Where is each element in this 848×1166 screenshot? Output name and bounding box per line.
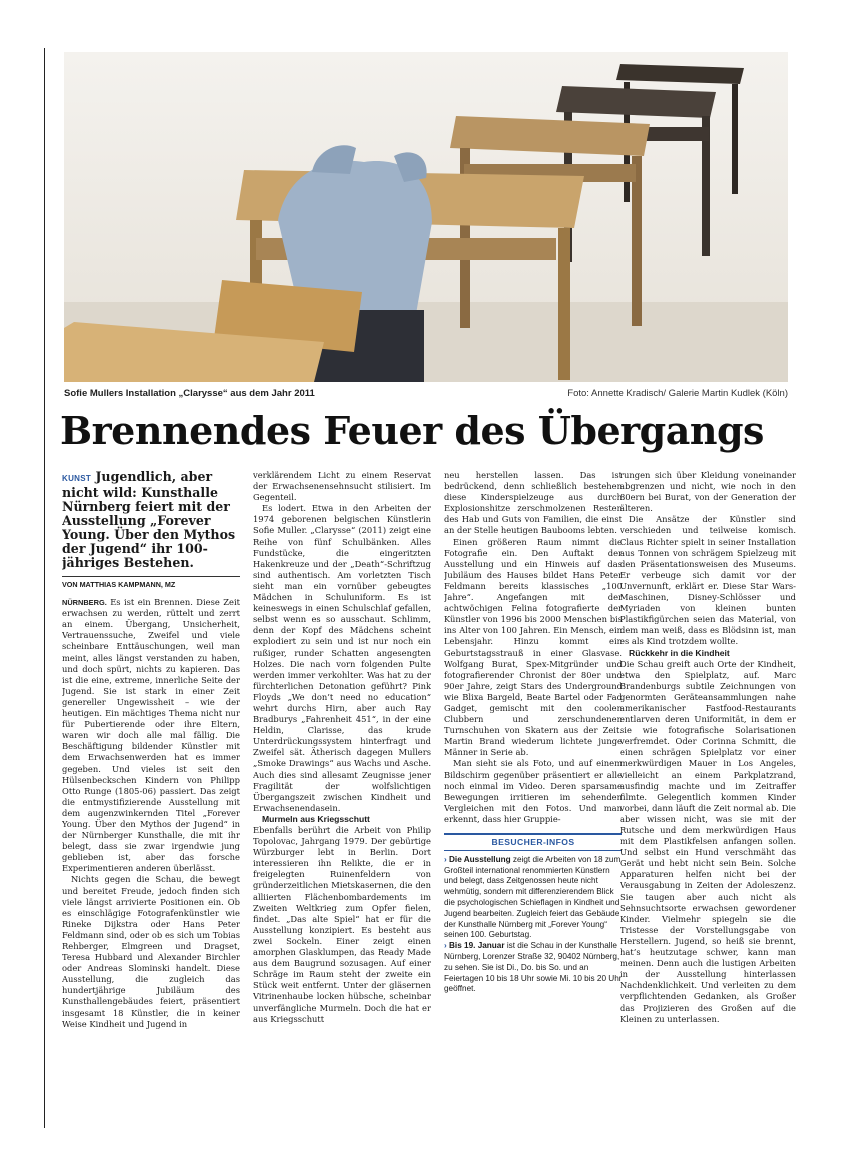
- arrow-right-icon: ›: [444, 854, 447, 864]
- subheading: Rückkehr in die Kindheit: [629, 647, 730, 658]
- body-paragraph: Nichts gegen die Schau, die bewegt und bereitet Freude, jedoch finden sich viele längst arrivierte Positionen ein. Ob es einschlägige Fotografenkünstler wie Rineke Dijkstra oder Hans Peter Feldmann sind, oder ob es sich um Tobias Rehberger, Elmgreen und Dragset, Teresa Hubbard und Alexander Birchler oder Andreas Slominski handelt. Diese Ausstellung, die zugleich das hundertjährige Jubiläum des Kunsthallengebäudes feiert, präsentiert insgesamt 18 Künstler, die in keiner Weise Kindheit und Jugend in: [62, 874, 240, 1029]
- article-column-4: [620, 470, 796, 1130]
- lead-text: Jugendlich, aber nicht wild: Kunsthalle Nürnberg feiert mit der Ausstellung „Forever Young. Über den Mythos der Jugend“ ihr 100-jähriges Bestehen.: [62, 470, 236, 570]
- body-paragraph: neu herstellen lassen. Das ist bedrückend, denn schließlich bestehen diese Kinderspielzeuge aus durch Explosionshitze zerschmolzenen Resten des Hab und Guts von Familien, die einst an der Stelle heutigen Baubooms lebten.: [444, 470, 622, 536]
- arrow-right-icon: ›: [444, 941, 447, 951]
- photo-credit: Foto: Annette Kradisch/ Galerie Martin Kudlek (Köln): [567, 388, 788, 399]
- lead-paragraph: [62, 470, 240, 570]
- photo-caption: Sofie Mullers Installation „Clarysse“ aus dem Jahr 2011: [64, 388, 315, 399]
- body-paragraph: Ebenfalls berührt die Arbeit von Philip Topolovac, Jahrgang 1979. Der gebürtige Würzburger lebt in Berlin. Dort interessieren ihn Relikte, die er in freigelegten Ruinenfeldern von gründerzeitlichen Mietskasernen, die den alliierten Flächenbombardements im Zweiten Weltkrieg zum Opfer fielen, findet. „Das alte Spiel“ hat er für die Ausstellung konzipiert. Es besteht aus zwei Sockeln. Einer zeigt einen amorphen Glasklumpen, das Ready Made aus dem Baugrund sozusagen. Auf einer Schräge im Raum steht der zweite ein Stück weit entfernt. Unter der gläsernen Vitrinenhaube locken hübsche, scheinbar unverfängliche Murmeln. Doch die hat er aus Kriegsschutt: [253, 825, 431, 1024]
- info-box-title: BESUCHER-INFOS: [444, 833, 622, 851]
- body-paragraph: Einen größeren Raum nimmt die Fotografie ein. Den Auftakt der Ausstellung und ein Hinweis auf das Jubiläum des Hauses bildet Hans Peter Feldmann bereits klassisches „100 Jahre“. Angefangen mit der achtwöchigen Felina fotografierte der Künstler von 1996 bis 2000 Menschen bis ins Alter von 100 Jahren. Ein Mensch, ein Lebensjahr. Hinzu kommt ein Geburtstagsstrauß in einer Glasvase. Wolfgang Burat, Spex-Mitgründer und fotografierender Chronist der 80er und 90er Jahre, zeigt Stars des Underground wie Blixa Bargeld, Beate Bartel oder Fad Gadget, gemischt mit den coolen Clubbern und zerschundenen Turnschuhen von Skatern aus der Zeit. Martin Brand wiederum lichtete junge Männer in Serie ab.: [444, 536, 622, 758]
- info-item: › Bis 19. Januar ist die Schau in der Kunsthalle Nürnberg, Lorenzer Straße 32, 90402 Nürnberg, zu sehen. Sie ist Di., Do. bis So. und an Feiertagen 10 bis 18 Uhr sowie Mi. 10 bis 20 Uhr geöffnet.: [444, 941, 622, 994]
- author-line: VON MATTHIAS KAMPMANN, MZ: [62, 576, 240, 590]
- info-item: › Die Ausstellung zeigt die Arbeiten von 18 zum Großteil international renommierten Künstlern und belegt, dass Zeitgenossen heute nicht wehmütig, sondern mit differenzierendem Blick die psychologischen Schieflagen in Kindheit und Jugend bearbeiten. Zugleich feiert das Gebäude der Kunsthalle Nürnberg mit „Forever Young“ seinen 100. Geburtstag.: [444, 854, 621, 940]
- article-column-3: [444, 470, 622, 1130]
- body-paragraph: NÜRNBERG. Es ist ein Brennen. Diese Zeit erwachsen zu werden, rüttelt und zerrt an einem. Übergang, Unsicherheit, Vertrauenssuche, Zweifel und viele scheinbare Enttäuschungen, weil man meint, alles längst verstanden zu haben, und doch spürt, nichts zu kapieren. Das ist die eine, extreme, innerliche Seite der Jugend. Sie ist stark in einer Zeit genereller Ungewissheit – wie der heutigen. Ein mächtiges Thema nicht nur für Pubertierende oder ihre Eltern, waren wir doch alle mal fällig. Die Beschäftigung bildender Künstler mit dem Erwachsenwerden hat es immer gegeben. Und vieles ist seit den Hülsenbeckschen Kindern von Philipp Otto Runge (1805-06) passiert. Das zeigt die entmystifizierende Ausstellung mit dem augenzwinkernden Titel „Forever Young. Über den Mythos der Jugend“ in der Nürnberger Kunsthalle, die mit ihr belegt, dass sie zwar irgendwie jung geblieben ist, aber das forsche Experimentieren anderen überlässt.: [62, 597, 240, 874]
- body-paragraph: Die Ansätze der Künstler sind verschieden und teilweise komisch. Claus Richter spielt in seiner Installation aus Tonnen von schrägem Spielzeug mit den Präsentationsweisen des Museums. Er verbeuge sich damit vor der Unvernunft, erklärt er. Diese Star Wars-Maschinen, Disney-Schlösser und Myriaden von kleinen bunten Plastikfigürchen seien das Material, von dem man weiß, dass es Blödsinn ist, man es als Kind trotzdem wollte.: [620, 514, 796, 647]
- body-paragraph: rungen sich über Kleidung voneinander abgrenzen und nicht, wie noch in den 80ern bei Burat, von der Generation der älteren.: [620, 470, 796, 514]
- article-column-1: [62, 470, 240, 1130]
- subheading: Murmeln aus Kriegsschutt: [262, 813, 370, 824]
- body-paragraph: verklärendem Licht zu einem Reservat der Erwachsenensehnsucht stilisiert. Im Gegenteil.: [253, 470, 431, 503]
- photo-illustration: [64, 52, 788, 382]
- body-paragraph: Es lodert. Etwa in den Arbeiten der 1974 geborenen belgischen Künstlerin Sofie Muller. „Clarysse“ (2011) zeigt eine Reihe von fünf Schulbänken. Alles Fundstücke, die eingeritzten Hakenkreuze und der „Death“-Schriftzug sind authentisch. Am vorletzten Tisch sieht man ein vornüber gebeugtes Mädchen in Schuluniform. Es ist keineswegs in einen Schulschlaf gefallen, selbst wenn es so ausschaut. Schlimm, denn der Kopf des Mädchens scheint explodiert zu sein und ist nur noch ein rußiger, runder Schatten angesengten Holzes. Die nach vorn folgenden Pulte werden immer verkohlter. Was hat zu der fürchterlichen Detonation geführt? Pink Floyds „We don’t need no education“ wehrt durchs Hirn, aber auch Ray Bradburys „Fahrenheit 451“, in der eine Heldin, Clarisse, das krude Unterdrückungssystem hinterfragt und Zweifel sät. Ätherisch dagegen Mullers „Smoke Drawings“ aus Wachs und Asche. Auch dies sind allesamt Zeugnisse jener Fragilität der wolfslichtigen Übergangszeit zwischen Kindheit und Erwachsenendasein.: [253, 503, 431, 813]
- visitor-info-box: [444, 833, 622, 995]
- column-rule: [44, 48, 45, 1128]
- dateline: NÜRNBERG.: [62, 598, 107, 608]
- installation-photo: [64, 52, 788, 382]
- article-column-2: [253, 470, 431, 1130]
- body-paragraph: Die Schau greift auch Orte der Kindheit, etwa den Spielplatz, auf. Marc Brandenburgs subtile Zeichnungen von genormten Geräteansammlungen nahe amerikanischer Fastfood-Restaurants entlarven deren Uniformität, in dem er sie wie fotografische Solarisationen verfremdet. Oder Corinna Schmitt, die einen schrägen Spielplatz vor einer merkwürdigen Mauer in Los Angeles, vielleicht an einem Parkplatzrand, ausfindig machte und im Zeitraffer filmte. Gelegentlich kommen Kinder vorbei, dann läuft die Zeit normal ab. Die aber wissen nicht, was sie mit der Rutsche und dem merkwürdigen Haus mit dem Plastikfelsen anfangen sollen. Und selbst ein Hund verschmäht das Gerät und hebt nicht sein Bein. Solche Apparaturen helfen nicht bei der Verausgabung in Zeiten der Adoleszenz. Sie taugen aber auch nicht als Sehnsuchtsorte erwachsen gewordener Kinder. Vielmehr spiegeln sie die Tristesse der Vorstellungsgabe von Herstellern. Jugend, so heiß sie brennt, hat’s heutzutage schwer, kann man meinen. Denn auch die lustigen Arbeiten in der Ausstellung hinterlassen Nachdenklichkeit. Und verleiten zu dem verpflichtenden Gedanken, als Großer das Projizieren des Großen auf die Kleinen zu unterlassen.: [620, 658, 796, 1024]
- headline: Brennendes Feuer des Übergangs: [60, 408, 764, 453]
- kicker: KUNST: [62, 474, 92, 483]
- body-paragraph: Man sieht sie als Foto, und auf einem Bildschirm gegenüber präsentiert er alle noch einmal im Video. Deren sparsame Bewegungen irritieren im sehenden Vergleichen mit den Fotos. Und man erkennt, dass hier Gruppie-: [444, 758, 622, 824]
